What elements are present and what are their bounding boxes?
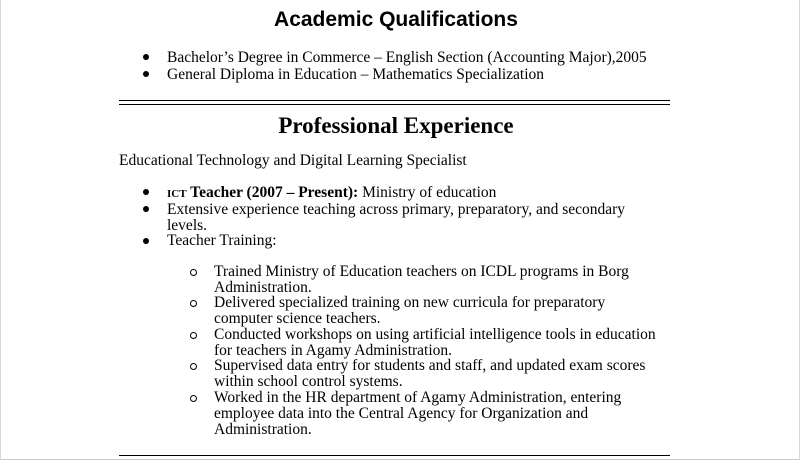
- sub-bullet-circle: [190, 269, 197, 276]
- sub-bullet-circle: [190, 300, 197, 307]
- sub-bullet-circle: [190, 363, 197, 370]
- experience-line-1: Extensive experience teaching across primary, preparatory, and secondary: [167, 201, 626, 218]
- training-item-3-line-2: for teachers in Agamy Administration.: [214, 342, 453, 359]
- training-item-2-line-1: Delivered specialized training on new curricula for preparatory: [214, 294, 606, 311]
- academic-qualifications-heading: Academic Qualifications: [274, 8, 518, 31]
- sub-bullet-circle: [190, 395, 197, 402]
- bullet-dot: [143, 71, 149, 77]
- ict-teacher-item: [167, 185, 496, 202]
- bullet-dot: [143, 238, 149, 244]
- page-left-edge: [0, 0, 1, 460]
- bullet-dot: [143, 54, 149, 60]
- ict-rest: Ministry of education: [358, 184, 497, 201]
- training-item-1-line-2: Administration.: [214, 279, 312, 296]
- academic-item-1: Bachelor’s Degree in Commerce – English Section (Accounting Major),2005: [167, 49, 647, 66]
- training-item-2-line-2: computer science teachers.: [214, 310, 381, 327]
- training-item-5-line-1: Worked in the HR department of Agamy Administration, entering: [214, 389, 622, 406]
- training-item-3-line-1: Conducted workshops on using artificial intelligence tools in education: [214, 326, 656, 343]
- training-item-5-line-3: Administration.: [214, 421, 312, 438]
- ict-label: [167, 184, 358, 201]
- training-item-4-line-1: Supervised data entry for students and staff, and updated exam scores: [214, 357, 646, 374]
- training-item-5-line-2: employee data into the Central Agency for Organization and: [214, 405, 589, 422]
- section-divider: [119, 100, 670, 106]
- ict-label-rest: Teacher (2007 – Present):: [186, 184, 359, 201]
- bullet-dot: [143, 206, 149, 212]
- sub-bullet-circle: [190, 332, 197, 339]
- bullet-dot: [143, 189, 149, 195]
- training-item-4-line-2: within school control systems.: [214, 373, 403, 390]
- bottom-divider: [119, 455, 670, 457]
- teacher-training-label: Teacher Training:: [167, 232, 277, 249]
- professional-experience-heading: Professional Experience: [278, 113, 514, 138]
- experience-line-2: levels.: [167, 217, 208, 234]
- academic-item-2: General Diploma in Education – Mathematics Specialization: [167, 66, 545, 83]
- training-item-1-line-1: Trained Ministry of Education teachers on ICDL programs in Borg: [214, 263, 629, 280]
- role-title: Educational Technology and Digital Learning Specialist: [119, 152, 467, 169]
- ict-label-small: ICT: [167, 188, 187, 200]
